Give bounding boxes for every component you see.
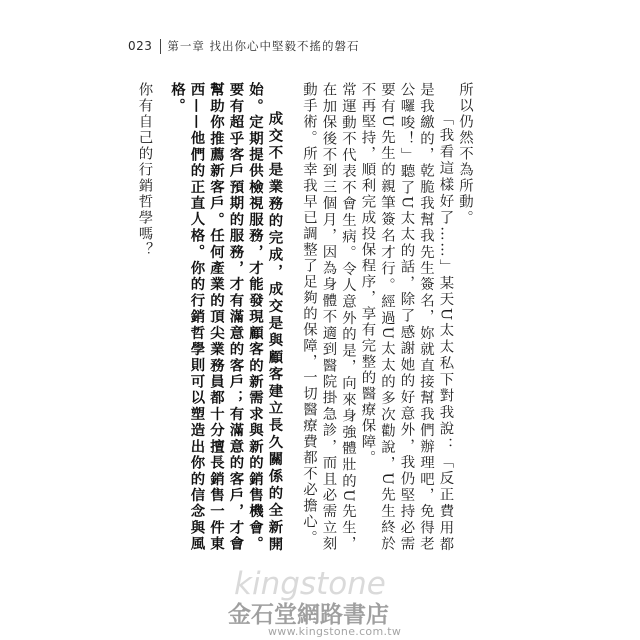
page-number: 023 [128, 39, 153, 53]
paragraph-quote: 「我看這樣好了……」某天U太太私下對我說：「反正費用都是我繳的，乾脆我幫我先生簽名，妳就直接幫我們辦理吧，免得老公囉唆！」聽了U太太的話，除了感謝她的好意外，我仍堅持必需要有U先生的親筆簽名才行。經過U太太的多次勸說，U先生終於不再堅持，順利完成投保程序，享有完整的醫療保障。 [359, 82, 454, 552]
chapter-title: 第一章 找出你心中堅毅不搖的磐石 [167, 39, 360, 53]
header-divider [160, 39, 161, 54]
watermark-url: www.kingstone.com.tw [268, 625, 402, 638]
watermark-brand-en: kingstone [234, 566, 386, 602]
watermark-brand-cn: 金石堂網路書店 [228, 601, 389, 628]
paragraph-exercise: 常運動不代表不會生病。令人意外的是，向來身強體壯的U先生，在加保後不到三個月，因為身體不適到醫院掛急診，而且必需立刻動手術。所幸我早已調整了足夠的保障，一切醫療費都不必擔心。 [301, 82, 356, 552]
paragraph-question: 你有自己的行銷哲學嗎？ [136, 82, 153, 258]
body-text [134, 82, 474, 552]
paragraph-key-point: 成交不是業務的完成，成交是與顧客建立長久關係的全新開始。定期提供檢視服務，才能發現顧客的新需求與新的銷售機會。要有超乎客戶預期的服務，才有滿意的客戶；有滿意的客戶，才會幫助你推薦新客戶。任何產業的頂尖業務員都十分擅長銷售一件東西——他們的正直人格。你的行銷哲學則可以塑造出你的信念與風格。 [169, 82, 284, 552]
running-header [128, 36, 360, 56]
paragraph-continuation: 所以仍然不為所動。 [457, 82, 473, 226]
